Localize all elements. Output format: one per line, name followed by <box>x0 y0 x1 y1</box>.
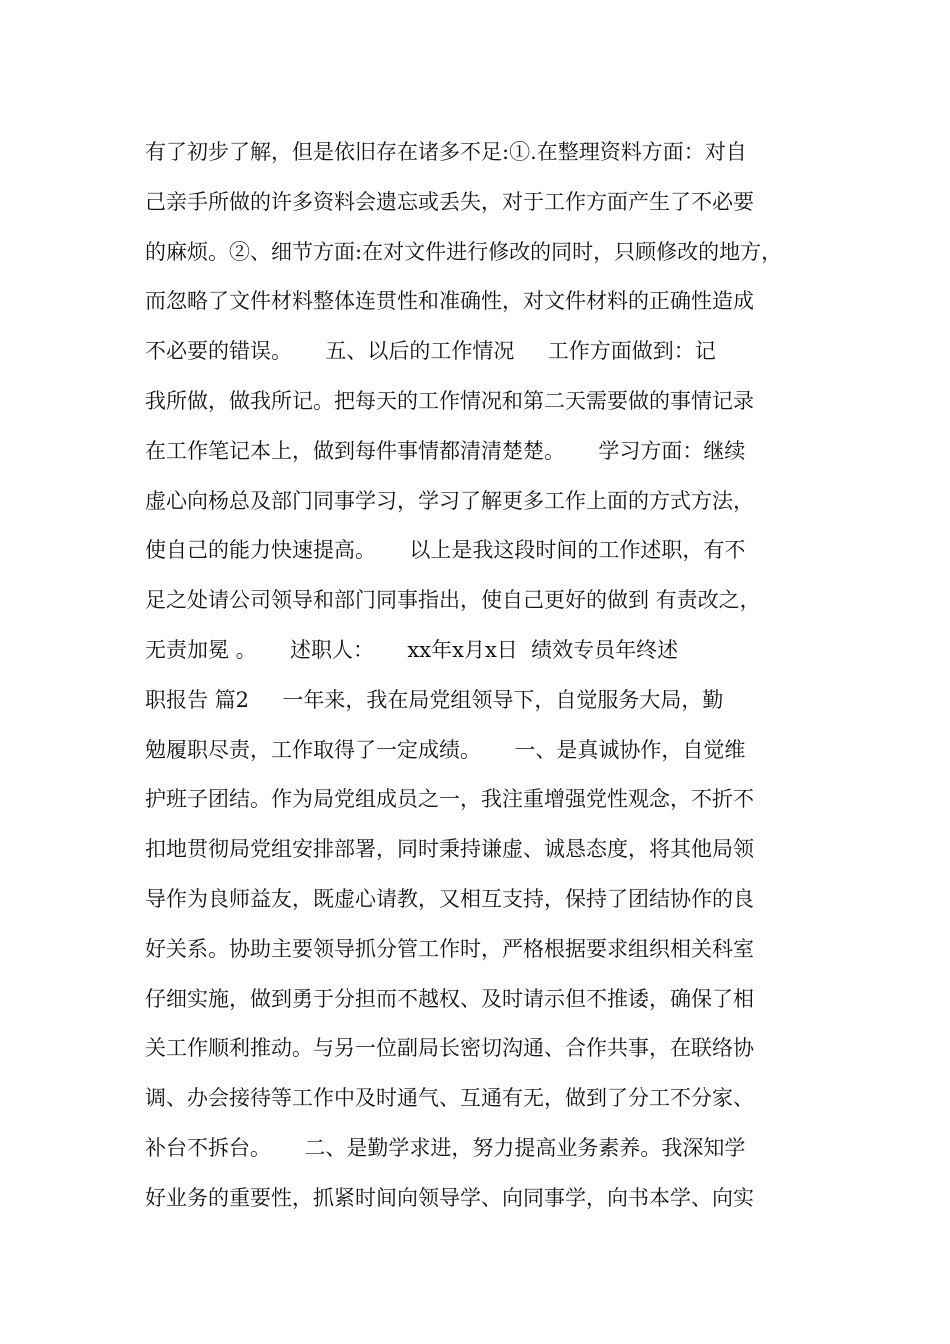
text-line: 仔细实施，做到勇于分担而不越权、及时请示但不推诿，确保了相 <box>145 986 754 1011</box>
text-line: 不必要的错误。 五、以后的工作情况 工作方面做到：记 <box>145 339 716 364</box>
text-line: 的麻烦。②、细节方面:在对文件进行修改的同时，只顾修改的地方， <box>145 239 783 264</box>
text-line: 补台不拆台。 二、是勤学求进，努力提高业务素养。我深知学 <box>145 1135 746 1160</box>
text-line: 好关系。协助主要领导抓分管工作时，严格根据要求组织相关科室 <box>145 936 754 961</box>
text-line: 而忽略了文件材料整体连贯性和准确性，对文件材料的正确性造成 <box>145 289 754 314</box>
text-line: 职报告 篇2 一年来，我在局党组领导下，自觉服务大局，勤 <box>145 687 724 712</box>
text-line: 使自己的能力快速提高。 以上是我这段时间的工作述职，有不 <box>145 538 746 563</box>
text-line: 勉履职尽责，工作取得了一定成绩。 一、是真诚协作，自觉维 <box>145 737 746 762</box>
text-line: 有了初步了解，但是依旧存在诸多不足:①.在整理资料方面：对自 <box>145 140 747 164</box>
text-line: 无责加冕 。 述职人： xx年x月x日 绩效专员年终述 <box>145 637 679 662</box>
text-line: 扣地贯彻局党组安排部署，同时秉持谦虚、诚恳态度，将其他局领 <box>145 837 754 862</box>
text-line: 虚心向杨总及部门同事学习，学习了解更多工作上面的方式方法， <box>145 488 754 513</box>
text-line: 在工作笔记本上，做到每件事情都清清楚楚。 学习方面：继续 <box>145 438 746 463</box>
text-line: 导作为良师益友，既虚心请教，又相互支持，保持了团结协作的良 <box>145 886 754 911</box>
text-line: 护班子团结。作为局党组成员之一，我注重增强党性观念，不折不 <box>145 787 754 812</box>
text-line: 好业务的重要性，抓紧时间向领导学、向同事学，向书本学、向实 <box>145 1185 754 1210</box>
text-line: 关工作顺利推动。与另一位副局长密切沟通、合作共事，在联络协 <box>145 1036 754 1061</box>
text-line: 足之处请公司领导和部门同事指出，使自己更好的做到 有责改之， <box>145 588 761 613</box>
text-line: 我所做，做我所记。把每天的工作情况和第二天需要做的事情记录 <box>145 388 754 413</box>
document-body <box>145 128 845 1224</box>
text-line: 调、办会接待等工作中及时通气、互通有无，做到了分工不分家、 <box>145 1086 754 1111</box>
text-line: 己亲手所做的许多资料会遗忘或丢失，对于工作方面产生了不必要 <box>145 189 754 214</box>
